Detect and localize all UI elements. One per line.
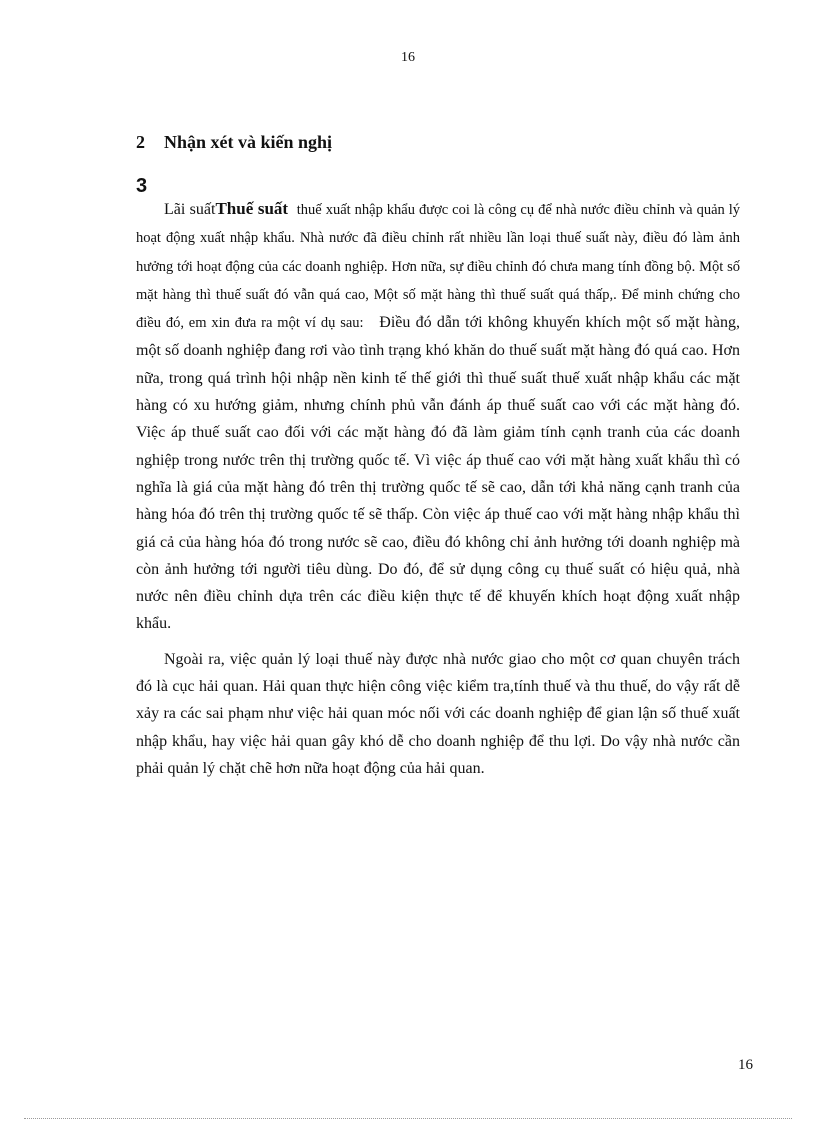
header-page-number: 16: [401, 50, 415, 65]
paragraph-1: [136, 195, 740, 638]
section-title: Nhận xét và kiến nghị: [164, 132, 333, 152]
paragraph-1-bold-term: Thuế suất: [215, 199, 289, 218]
section-heading: [136, 132, 332, 153]
paragraph-1-main-text: Điều đó dẫn tới không khuyến khích một số mặt hàng, một số doanh nghiệp đang rơi vào tình trạng khó khăn do thuế suất mặt hàng đó quá cao. Hơn nữa, trong quá trình hội nhập nền kinh tế thế giới thì thuế suất thuế xuất nhập khẩu các mặt hàng có xu hướng giảm, nhưng chính phủ vẫn đánh áp thuế suất cao với các mặt hàng đó. Việc áp thuế suất cao đối với các mặt hàng đó đã làm giảm tính cạnh tranh của các doanh nghiệp trong nước trên thị trường quốc tế. Vì việc áp thuế cao với mặt hàng xuất khẩu thì có nghĩa là giá của mặt hàng đó trên thị trường quốc tế sẽ cao, dẫn tới khả năng cạnh tranh của hàng hóa đó trên thị trường quốc tế sẽ thấp. Còn việc áp thuế cao với mặt hàng nhập khẩu thì giá cả của hàng hóa đó trong nước sẽ cao, điều đó không chỉ ảnh hưởng tới doanh nghiệp mà còn ảnh hưởng tới người tiêu dùng. Do đó, để sử dụng công cụ thuế suất có hiệu quả, nhà nước nên điều chỉnh dựa trên các điều kiện thực tế để khuyến khích hoạt động xuất nhập khẩu.: [136, 314, 741, 633]
body-text: [136, 195, 740, 782]
section-number: 2: [136, 132, 145, 152]
paragraph-1-small-text: thuế xuất nhập khẩu được coi là công cụ để nhà nước điều chỉnh và quản lý hoạt động xuất nhập khẩu. Nhà nước đã điều chỉnh rất nhiều lần loại thuế suất này, điều đó làm ảnh hưởng tới hoạt động của các doanh nghiệp. Hơn nữa, sự điều chỉnh đó chưa mang tính đồng bộ. Một số mặt hàng thì thuế suất đó vẫn quá cao, Một số mặt hàng thì thuế suất quá thấp,. Để minh chứng cho điều đó, em xin đưa ra một ví dụ sau:: [136, 202, 741, 332]
footer-page-number: 16: [738, 1057, 753, 1073]
subsection-number: 3: [136, 175, 148, 197]
paragraph-1-lead: Lãi suất: [164, 201, 216, 218]
page-bottom-divider: [24, 1118, 792, 1119]
paragraph-2: Ngoài ra, việc quản lý loại thuế này được nhà nước giao cho một cơ quan chuyên trách đó là cục hải quan. Hải quan thực hiện công việc kiểm tra,tính thuế và thu thuế, do vậy rất dễ xảy ra các sai phạm như việc hải quan móc nối với các doanh nghiệp để gian lận số thuế xuất nhập khẩu, hay việc hải quan gây khó dễ cho doanh nghiệp để thu lợi. Do vậy nhà nước cần phải quản lý chặt chẽ hơn nữa hoạt động của hải quan.: [136, 650, 740, 777]
